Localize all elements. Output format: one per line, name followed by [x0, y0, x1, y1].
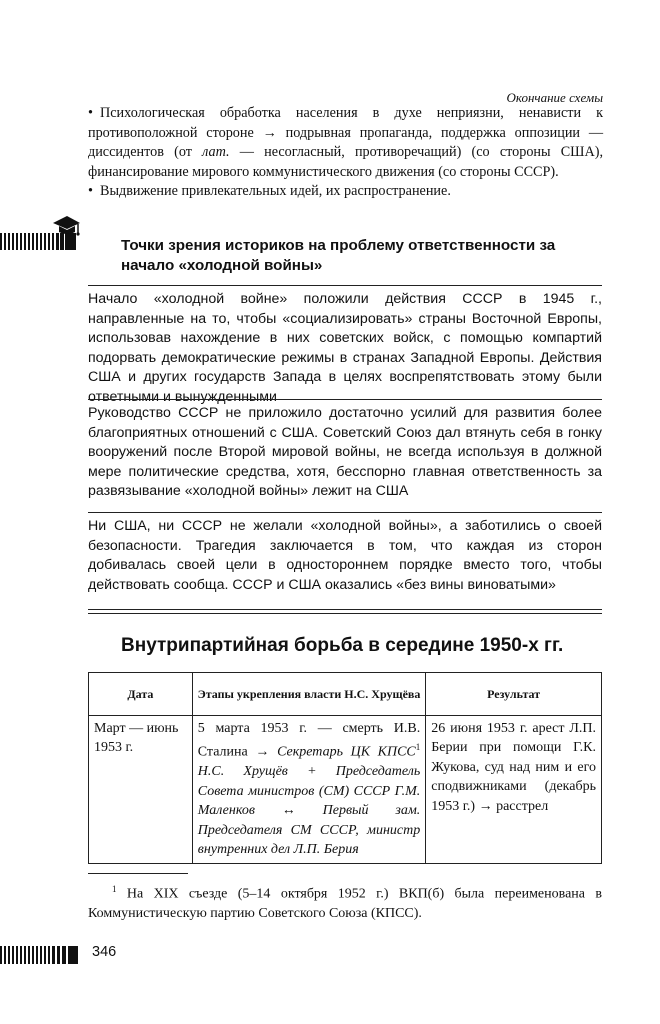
arrow-right: → [255, 745, 270, 761]
double-divider [88, 609, 602, 614]
bullet-marker: • [88, 105, 93, 121]
historian-view-2: Руководство СССР не приложило достаточно усилий для развития более благоприятных отношений с США. Советский Союз дал втянуть себя в гонку вооружений после Второй мировой войны, не всегда используя в должной мере политические средства, хотя, бесспорно главная ответственность за развязывание «холодной войны» лежит на США [88, 405, 602, 499]
bullet-item-propaganda [88, 104, 603, 182]
scheme-continuation-label: Окончание схемы [506, 90, 603, 105]
historians-views-title: Точки зрения историков на проблему ответственности за начало «холодной войны» [121, 237, 556, 274]
result-text: 26 июня 1953 г. арест Л.П. Берии при помощи Г.К. Жукова, суд над ним и его сподвижниками (декабрь 1953 г.) [431, 721, 596, 814]
cell-stages [192, 716, 425, 864]
power-struggle-table [88, 672, 602, 864]
bullet-text: — несогласный, противоречащий) (со стороны США), финансирование мирового коммунистического движения (со стороны СССР). [88, 144, 604, 180]
latin-abbrev: лат. [202, 144, 230, 160]
footnote [88, 880, 602, 923]
footnote-text: На XIX съезде (5–14 октября 1952 г.) ВКП(б) была переименована в Коммунистическую партию Советского Союза (КПСС). [88, 886, 602, 922]
historian-view-1: Начало «холодной войне» положили действия СССР в 1945 г., направленные на то, чтобы «социализировать» страны Восточной Европы, использовав нахождение в них советских войск, с помощью компартий подорвать демократические режимы в странах Западной Европы. Действия США и других государств Запада в целях воспрепятствовать этому были ответными и вынужденными [88, 291, 602, 405]
footnote-mark: 1 [112, 884, 117, 894]
divider [88, 285, 602, 286]
bullet-item-ideas [88, 182, 603, 202]
column-header-stages: Этапы укрепления власти Н.С. Хрущёва [192, 673, 425, 716]
section-title: Внутрипартийная борьба в середине 1950-х гг. [121, 635, 564, 656]
divider [88, 512, 602, 513]
arrow-right: → [478, 798, 493, 814]
bullet-text: Выдвижение привлекательных идей, их распространение. [100, 183, 451, 199]
stage-text: Н.С. Хрущёв + [197, 764, 317, 780]
bullet-marker: • [88, 183, 93, 199]
arrow-both: ↔ [281, 803, 296, 819]
bullet-text: подрывная пропаганда, поддержка оппозиции — диссидентов (от [88, 124, 604, 160]
table-row [89, 716, 602, 864]
bullet-list [88, 104, 603, 202]
footnote-reference: 1 [415, 742, 421, 753]
column-header-result: Результат [426, 673, 602, 716]
stage-text: Первый зам. Председателя СМ СССР, министр внутренних дел Л.П. Берия [197, 803, 421, 858]
stage-text: Председатель Совета министров (СМ) СССР Г.М. Маленков [197, 764, 421, 819]
stage-text: Секретарь ЦК КПСС [277, 745, 416, 761]
cell-result [426, 716, 602, 864]
stage-text: 5 марта 1953 г. — смерть И.В. Сталина [197, 721, 421, 761]
result-text: расстрел [496, 798, 549, 814]
table-header-row [89, 673, 602, 716]
footnote-divider [88, 873, 188, 874]
page-number: 346 [92, 944, 117, 960]
graduation-cap-icon [51, 214, 81, 238]
historian-view-3: Ни США, ни СССР не желали «холодной войны», а заботились о своей безопасности. Трагедия заключается в том, что каждая из сторон добивалась своей цели в одностороннем порядке вместо того, чтобы действовать сообща. СССР и США оказались «без вины виноватыми» [88, 518, 602, 593]
column-header-date: Дата [89, 673, 193, 716]
margin-barcode-marker [0, 946, 78, 964]
arrow-right: → [262, 124, 277, 141]
divider [88, 399, 602, 400]
bullet-text: Психологическая обработка населения в духе неприязни, ненависти к противоположной стороне [88, 105, 603, 141]
cell-date: Март — июнь 1953 г. [89, 716, 193, 864]
